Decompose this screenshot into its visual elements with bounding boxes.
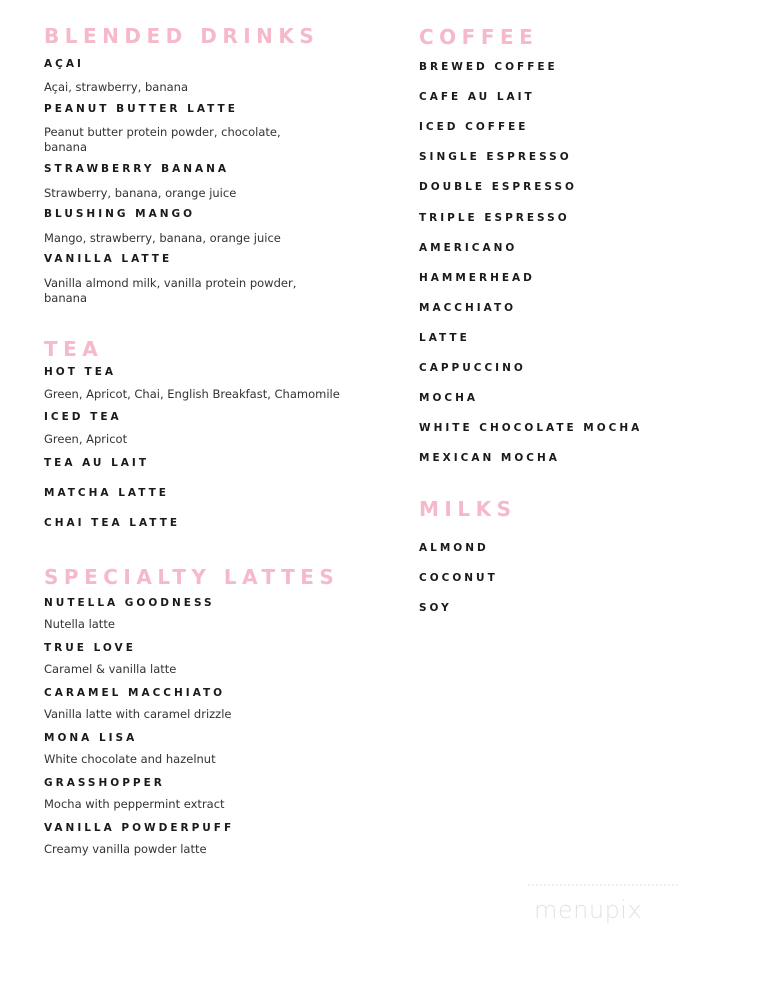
item-name: BLUSHING MANGO — [44, 208, 196, 220]
item-name: MATCHA LATTE — [44, 487, 169, 499]
item-name: MACCHIATO — [419, 301, 517, 314]
item-name: PEANUT BUTTER LATTE — [44, 103, 238, 115]
item-name: HOT TEA — [44, 366, 116, 378]
item-name: CHAI TEA LATTE — [44, 517, 181, 529]
item-desc: Creamy vanilla powder latte — [44, 842, 207, 856]
watermark-line — [528, 884, 678, 888]
item-name: ALMOND — [419, 542, 489, 554]
item-name: MEXICAN MOCHA — [419, 452, 560, 465]
section-title-specialty-lattes: SPECIALTY LATTES — [44, 565, 340, 589]
item-name: CAFE AU LAIT — [419, 91, 535, 104]
item-desc: Vanilla latte with caramel drizzle — [44, 707, 232, 721]
item-name: TEA AU LAIT — [44, 457, 149, 469]
item-name: ICED COFFEE — [419, 121, 529, 134]
item-desc: Green, Apricot, Chai, English Breakfast, Chamomile — [44, 387, 340, 401]
item-name: NUTELLA GOODNESS — [44, 597, 215, 609]
item-desc: Nutella latte — [44, 617, 115, 631]
item-name: HAMMERHEAD — [419, 271, 535, 284]
item-desc: Mocha with peppermint extract — [44, 797, 225, 811]
item-desc: Caramel & vanilla latte — [44, 662, 177, 676]
item-desc: Peanut butter protein powder, chocolate, banana — [44, 125, 281, 154]
watermark-logo: menupix — [534, 896, 643, 924]
section-title-blended-drinks: BLENDED DRINKS — [44, 24, 320, 48]
item-name: VANILLA POWDERPUFF — [44, 822, 235, 834]
item-name: WHITE CHOCOLATE MOCHA — [419, 422, 643, 435]
item-name: CAPPUCCINO — [419, 362, 526, 374]
item-name: BREWED COFFEE — [419, 61, 558, 73]
item-name: COCONUT — [419, 572, 498, 584]
item-name: STRAWBERRY BANANA — [44, 163, 230, 175]
item-name: AMERICANO — [419, 241, 518, 254]
item-name: GRASSHOPPER — [44, 777, 165, 789]
item-name: ICED TEA — [44, 411, 122, 423]
item-name: AÇAI — [44, 58, 84, 70]
section-title-coffee: COFFEE — [419, 25, 539, 49]
item-name: SOY — [419, 602, 452, 614]
item-desc: White chocolate and hazelnut — [44, 752, 216, 766]
item-name: DOUBLE ESPRESSO — [419, 181, 577, 194]
item-desc: Açai, strawberry, banana — [44, 80, 188, 94]
item-name: VANILLA LATTE — [44, 253, 173, 265]
item-desc: Vanilla almond milk, vanilla protein powder, banana — [44, 276, 297, 305]
item-desc: Strawberry, banana, orange juice — [44, 186, 237, 200]
item-name: TRIPLE ESPRESSO — [419, 211, 570, 224]
item-name: TRUE LOVE — [44, 642, 136, 654]
item-name: LATTE — [419, 331, 470, 344]
item-name: MONA LISA — [44, 732, 138, 744]
item-name: CARAMEL MACCHIATO — [44, 687, 226, 699]
item-name: SINGLE ESPRESSO — [419, 151, 572, 164]
section-title-tea: TEA — [44, 337, 104, 361]
item-name: MOCHA — [419, 392, 478, 405]
item-desc: Mango, strawberry, banana, orange juice — [44, 231, 281, 245]
item-desc: Green, Apricot — [44, 432, 128, 446]
section-title-milks: MILKS — [419, 497, 517, 521]
